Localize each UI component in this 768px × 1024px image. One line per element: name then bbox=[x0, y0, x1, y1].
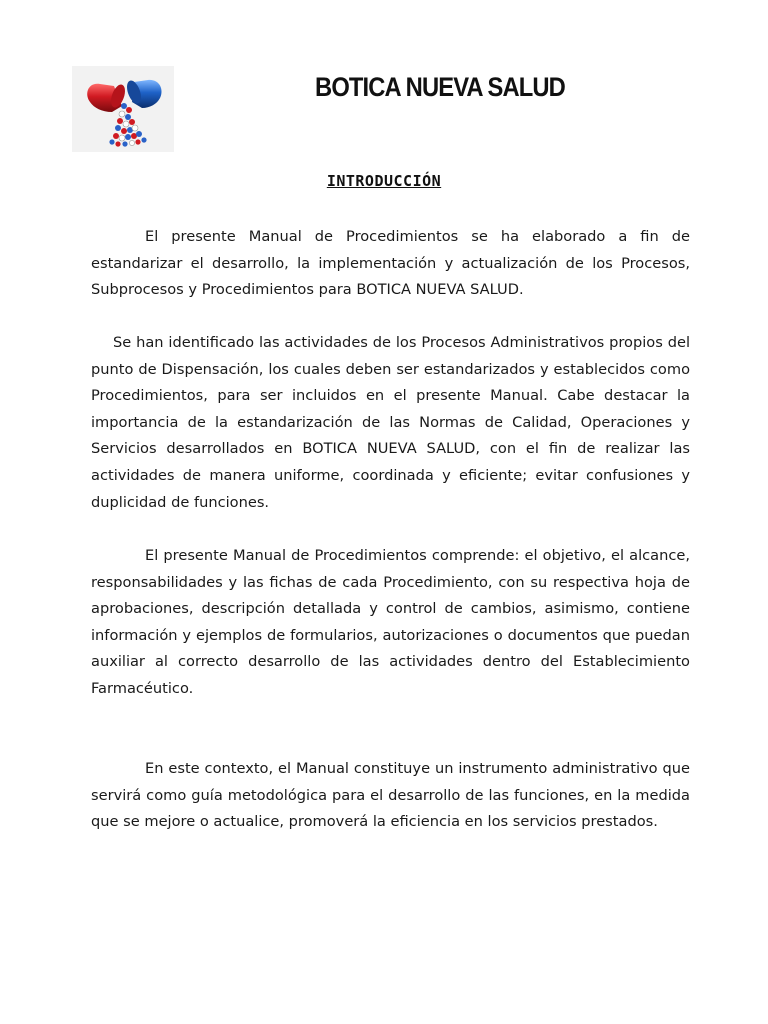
capsule-pill-icon bbox=[72, 66, 174, 152]
section-heading: INTRODUCCIÓN bbox=[326, 172, 442, 190]
page-title: BOTICA NUEVA SALUD bbox=[315, 72, 565, 102]
paragraph-1: El presente Manual de Procedimientos se ha elaborado a fin de estandarizar el desarrollo, la implementación y actualización de los Procesos, Subprocesos y Procedimientos para BOTICA NUEVA SALUD. bbox=[91, 228, 690, 299]
paragraph-3: El presente Manual de Procedimientos comprende: el objetivo, el alcance, responsabilidades y las fichas de cada Procedimiento, con su respectiva hoja de aprobaciones, descripción detallada y control de cambios, asimismo, contiene información y ejemplos de formularios, autorizaciones o documentos que puedan auxiliar al correcto desarrollo de las actividades dentro del Establecimiento Farmacéutico. bbox=[91, 547, 690, 697]
paragraph-4: En este contexto, el Manual constituye un instrumento administrativo que servirá como guía metodológica para el desarrollo de las funciones, en la medida que se mejore o actualice, promoverá la eficiencia en los servicios prestados. bbox=[91, 760, 690, 831]
paragraph-2: Se han identificado las actividades de los Procesos Administrativos propios del punto de Dispensación, los cuales deben ser estandarizados y establecidos como Procedimientos, para ser incluidos en el presente Manual. Cabe destacar la importancia de la estandarización de las Normas de Calidad, Operaciones y Servicios desarrollados en BOTICA NUEVA SALUD, con el fin de realizar las actividades de manera uniforme, coordinada y eficiente; evitar confusiones y duplicidad de funciones. bbox=[91, 334, 690, 511]
